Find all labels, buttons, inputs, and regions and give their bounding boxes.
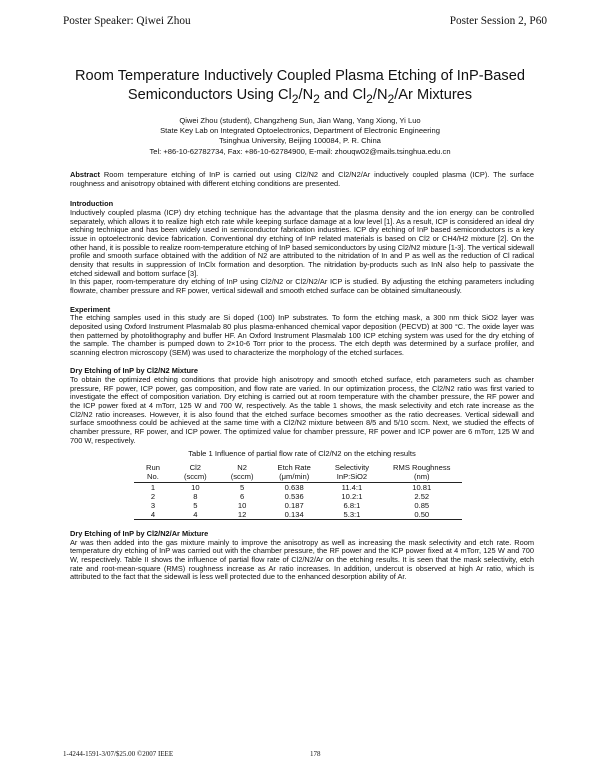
table-header-cell: N2 — [237, 463, 247, 473]
table-row — [134, 510, 462, 520]
table-header-row-2 — [134, 472, 462, 483]
abstract — [70, 171, 534, 188]
author-names: Qiwei Zhou (student), Changzheng Sun, Jian Wang, Yang Xiong, Yi Luo — [179, 116, 421, 125]
table-cell: 0.134 — [266, 510, 323, 520]
author-address: Tsinghua University, Beijing 100084, P. R. China — [219, 136, 381, 146]
table-cell: 10.2:1 — [341, 492, 363, 502]
author-affiliation: State Key Lab on Integrated Optoelectronics, Department of Electronic Engineering — [160, 126, 440, 136]
table-cell: 0.638 — [284, 483, 304, 493]
table-cell: 4 — [172, 510, 219, 520]
table-cell: 5.3:1 — [323, 510, 381, 520]
table-header-cell: (μm/min) — [266, 472, 323, 483]
table-cell: 2.52 — [414, 492, 430, 502]
table-cell: 5 — [239, 483, 245, 493]
experiment-paragraph: The etching samples used in this study are Si doped (100) InP substrates. To form the etching mask, a 300 nm thick SiO2 layer was deposited using Oxford Instrument Plasmalab 80 plus plasma-enhanced chemical vapor deposition (PECVD) at 300 °C. The oxide layer was then patterned by photolithography and buffer HF. An Oxford Instrument Plasmalab 100 ICP etching system was used for the dry etching of the sample. The chamber is pumped down to 2×10-6 Torr prior to the process. The etch depth was determined by a surface profiler, and scanning electron microscopy (SEM) was used to characterize the morphology of the etched surfaces. — [70, 313, 534, 357]
table-row — [134, 492, 462, 501]
section-heading-experiment: Experiment — [70, 304, 111, 314]
table-caption: Table 1 Influence of partial flow rate of Cl2/N2 on the etching results — [188, 449, 416, 459]
abstract-text: Room temperature etching of InP is carried out using Cl2/N2 and Cl2/N2/Ar inductively coupled plasma (ICP). The surface roughness and anisotropy obtained with different etching conditions are presented. — [70, 170, 534, 188]
section-heading-cl2-n2-ar: Dry Etching of InP by Cl2/N2/Ar Mixture — [70, 529, 209, 539]
title-line-2: Semiconductors Using $Cl_2/N_2$ and $Cl_2/N_2/Ar$ Mixtures — [127, 87, 473, 106]
table-header-cell: (sccm) — [172, 472, 219, 483]
table-header-cell: Etch Rate — [277, 463, 311, 473]
table-cell: 0.50 — [381, 510, 462, 520]
paper-title — [50, 67, 550, 109]
table-cell: 2 — [150, 492, 156, 502]
abstract-label: Abstract — [70, 170, 100, 179]
table-cell: 11.4:1 — [341, 483, 363, 493]
cl2-n2-paragraph: To obtain the optimized etching conditions that provide high anisotropy and smooth etched surface, etch parameters such as chamber pressure, RF power, ICP power, gas composition, and flow rate are varied. In our optimization process, the Cl2/N2 ratio was first varied to investigate the effect of composition variation. Dry etching is carried out at room temperature with the chamber pressure, the RF power and the ICP power fixed at 4 mTorr, 125 W and 700 W, respectively. As the table 1 shows, the mask selectivity and etch rate increase as the Cl2/N2 ratio increases. However, it is also found that the etched surface becomes smoother as the ratio decreases. Vertical sidewall and surface smoothness could be achieved at the same time with a Cl2/N2 mixture between 8/5 and 5/10 sccm. Next, we studied the effects of chamber pressure, RF power, and ICP power. The optimized value for chamber pressure, RF power and ICP power are 6 mTorr, 125 W and 700 W, respectively. — [70, 375, 534, 445]
table-cell: 6.8:1 — [343, 501, 361, 511]
table-header-cell: No. — [134, 472, 172, 483]
table-cell: 10 — [237, 501, 247, 511]
title-line-1: Room Temperature Inductively Coupled Plasma Etching of InP-Based — [75, 68, 525, 84]
table-header-cell: (nm) — [381, 472, 462, 483]
table-header-cell: Cl2 — [189, 463, 202, 473]
cl2-n2-ar-paragraph: Ar was then added into the gas mixture mainly to improve the anisotropy as well as increasing the mask selectivity and etch rate. Room temperature dry etching of InP was carried out with the chamber pressure, the RF power and the ICP power fixed at 4 mTorr, 125 W and 700 W, respectively. Table II shows the influence of partial flow rate of Cl2/N2/Ar on the etching results. It is seen that the mask selectivity, etch rate and root-mean-square (RMS) roughness increase as Ar ratio increases. In addition, undercut is observed at high Ar ratio, which is attributed to the fact that the sidewall is less well protected due to the enhanced desorption ability of Ar. — [70, 537, 534, 582]
poster-speaker: Poster Speaker: Qiwei Zhou — [63, 15, 191, 27]
table-cell: 1 — [150, 483, 156, 493]
table-cell: 6 — [239, 492, 245, 502]
table-cell: 10.81 — [412, 483, 432, 493]
page-number: 178 — [310, 750, 321, 758]
section-heading-introduction: Introduction — [70, 199, 114, 209]
author-block — [50, 116, 550, 157]
table-header-cell: (sccm) — [219, 472, 266, 483]
table-cell: 12 — [219, 510, 266, 520]
intro-paragraph-1: Inductively coupled plasma (ICP) dry etching technique has the advantage that the plasma density and the ion energy can be controlled separately, which allows it to realize high etch rate while keeping surface damage at a low level [1]. As a result, ICP is considered an ideal dry etching technique and has been widely used in semiconductor fabrication industries. ICP dry etching of InP based semiconductors is a key issue in optoelectronic device fabrication. Conventional dry etching of InP related materials is based on Cl2 or CH4/H2 mixture [2]. On the other hand, it is possible to realize room-temperature etching of InP based semiconductors by using Cl2/N2 mixture [1-3]. The vertical sidewall profile and smooth surface obtained with the addition of N2 are attributed to the nitridation of In and P as well as the reduction of Cl radical density that results in suppression of InClx formation and desorption. The nitridation by-products such as InN also help to passivate the etched sidewall and bottom surface [3]. — [70, 207, 534, 278]
table-header-row-1 — [134, 462, 462, 472]
table-cell: 0.85 — [414, 501, 430, 511]
table-cell: 8 — [193, 492, 198, 502]
table-header-cell: InP:SiO2 — [323, 472, 381, 483]
table-cell: 0.536 — [284, 492, 304, 502]
table-cell: 0.187 — [284, 501, 304, 511]
intro-paragraph-2: In this paper, room-temperature dry etching of InP using Cl2/N2 or Cl2/N2/Ar ICP is studied. By adjusting the etching parameters including flowrate, chamber pressure and RF power, vertical sidewall and smooth etched surface can be obtained simultaneously. — [70, 277, 534, 295]
etching-results-table — [134, 462, 462, 520]
table-row — [134, 501, 462, 510]
poster-session: Poster Session 2, P60 — [449, 15, 547, 27]
table-cell: 5 — [193, 501, 198, 511]
author-contact: Tel: +86-10-62782734, Fax: +86-10-62784900, E-mail: zhouqw02@mails.tsinghua.edu.cn — [149, 146, 451, 156]
paper-body — [70, 171, 534, 582]
ieee-code: 1-4244-1591-3/07/$25.00 ©2007 IEEE — [63, 750, 174, 758]
table-cell: 3 — [150, 501, 156, 511]
section-heading-cl2-n2: Dry Etching of InP by Cl2/N2 Mixture — [70, 366, 198, 376]
table-row — [134, 483, 462, 493]
table-header-cell: Run — [146, 463, 160, 473]
table-header-cell: RMS Roughness — [393, 463, 451, 473]
table-cell: 10 — [191, 483, 200, 493]
table-cell: 4 — [134, 510, 172, 520]
table-header-cell: Selectivity — [334, 463, 370, 473]
